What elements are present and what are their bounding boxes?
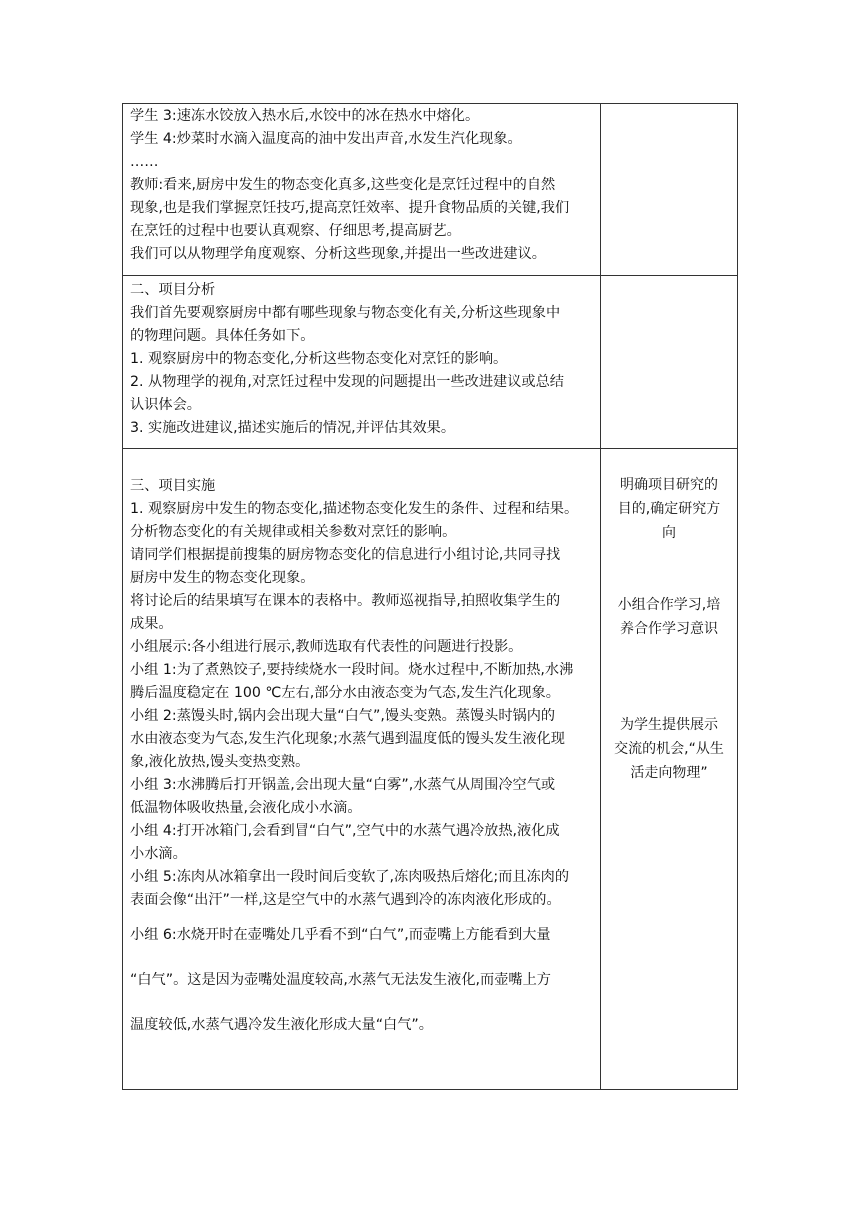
text-line: 学生 4:炒菜时水滴入温度高的油中发出声音,水发生汽化现象。: [130, 131, 522, 147]
text-line: 1. 观察厨房中的物态变化,分析这些物态变化对烹饪的影响。: [130, 351, 508, 367]
text-line: 2. 从物理学的视角,对烹饪过程中发现的问题提出一些改进建议或总结: [130, 374, 564, 390]
side-note-line: 为学生提供展示: [620, 717, 718, 733]
content-cell: [123, 449, 601, 1089]
side-note-showcase: [601, 713, 737, 785]
side-note-line: 活走向物理”: [630, 765, 708, 781]
text-line: 学生 3:速冻水饺放入热水后,水饺中的冰在热水中熔化。: [130, 108, 480, 124]
text-line: 小组 6:水烧开时在壶嘴处几乎看不到“白气”,而壶嘴上方能看到大量: [130, 927, 551, 943]
text-line: 小组展示:各小组进行展示,教师选取有代表性的问题进行投影。: [130, 639, 523, 655]
text-line: 小组 3:水沸腾后打开锅盖,会出现大量“白雾”,水蒸气从周围冷空气或: [130, 777, 556, 793]
text-line: 小组 2:蒸馒头时,锅内会出现大量“白气”,馒头变熟。蒸馒头时锅内的: [130, 708, 556, 724]
text-line: “白气”。这是因为壶嘴处温度较高,水蒸气无法发生液化,而壶嘴上方: [130, 972, 551, 988]
text-line: 认识体会。: [130, 397, 201, 413]
text-line: 请同学们根据提前搜集的厨房物态变化的信息进行小组讨论,共同寻找: [130, 547, 561, 563]
content-cell: [123, 104, 601, 275]
text-line: 小组 5:冻肉从冰箱拿出一段时间后变软了,冻肉吸热后熔化;而且冻肉的: [130, 869, 570, 885]
side-note-line: 养合作学习意识: [620, 621, 718, 637]
section-heading: 三、项目实施: [130, 478, 216, 494]
text-line: 水由液态变为气态,发生汽化现象;水蒸气遇到温度低的馒头发生液化现: [130, 731, 565, 747]
side-note-line: 小组合作学习,培: [617, 597, 721, 613]
text-line: 3. 实施改进建议,描述实施后的情况,并评估其效果。: [130, 420, 456, 436]
text-line: 低温物体吸收热量,会液化成小水滴。: [130, 800, 362, 816]
text-line: 温度较低,水蒸气遇冷发生液化形成大量“白气”。: [130, 1017, 433, 1033]
notes-cell: [601, 104, 737, 275]
side-note-line: 交流的机会,“从生: [614, 741, 724, 757]
text-line: 现象,也是我们掌握烹饪技巧,提高烹饪效率、提升食物品质的关键,我们: [130, 200, 570, 216]
side-note-line: 目的,确定研究方: [617, 501, 721, 517]
text-line: 教师:看来,厨房中发生的物态变化真多,这些变化是烹饪过程中的自然: [130, 177, 556, 193]
side-note-line: 明确项目研究的: [620, 477, 718, 493]
notes-cell: [601, 276, 737, 448]
text-line: 小组 1:为了煮熟饺子,要持续烧水一段时间。烧水过程中,不断加热,水沸: [130, 662, 574, 678]
text-line: 象,液化放热,馒头变热变熟。: [130, 754, 310, 770]
text-line: ……: [130, 154, 159, 170]
text-line: 分析物态变化的有关规律或相关参数对烹饪的影响。: [130, 524, 457, 540]
table-row: [123, 448, 737, 1089]
side-note-goal: [601, 473, 737, 545]
notes-cell: [601, 449, 737, 1089]
text-line: 厨房中发生的物态变化现象。: [130, 570, 315, 586]
table-row: [123, 275, 737, 448]
side-note-cooperation: [601, 593, 737, 641]
lesson-plan-table: [122, 103, 738, 1090]
text-line: 小水滴。: [130, 846, 187, 862]
side-note-line: 向: [662, 525, 676, 541]
section-heading: 二、项目分析: [130, 282, 216, 298]
text-line: 的物理问题。具体任务如下。: [130, 328, 315, 344]
text-line: 表面会像“出汗”一样,这是空气中的水蒸气遇到冷的冻肉液化形成的。: [130, 892, 561, 908]
text-line: 我们可以从物理学角度观察、分析这些现象,并提出一些改进建议。: [130, 246, 546, 262]
text-line: 1. 观察厨房中发生的物态变化,描述物态变化发生的条件、过程和结果。: [130, 501, 579, 517]
content-cell: [123, 276, 601, 448]
text-line: 在烹饪的过程中也要认真观察、仔细思考,提高厨艺。: [130, 223, 461, 239]
text-line: 成果。: [130, 616, 173, 632]
text-line: 腾后温度稳定在 100 ℃左右,部分水由液态变为气态,发生汽化现象。: [130, 685, 560, 701]
text-line: 我们首先要观察厨房中都有哪些现象与物态变化有关,分析这些现象中: [130, 305, 561, 321]
table-row: [123, 104, 737, 275]
text-line: 小组 4:打开冰箱门,会看到冒“白气”,空气中的水蒸气遇冷放热,液化成: [130, 823, 560, 839]
text-line: 将讨论后的结果填写在课本的表格中。教师巡视指导,拍照收集学生的: [130, 593, 561, 609]
